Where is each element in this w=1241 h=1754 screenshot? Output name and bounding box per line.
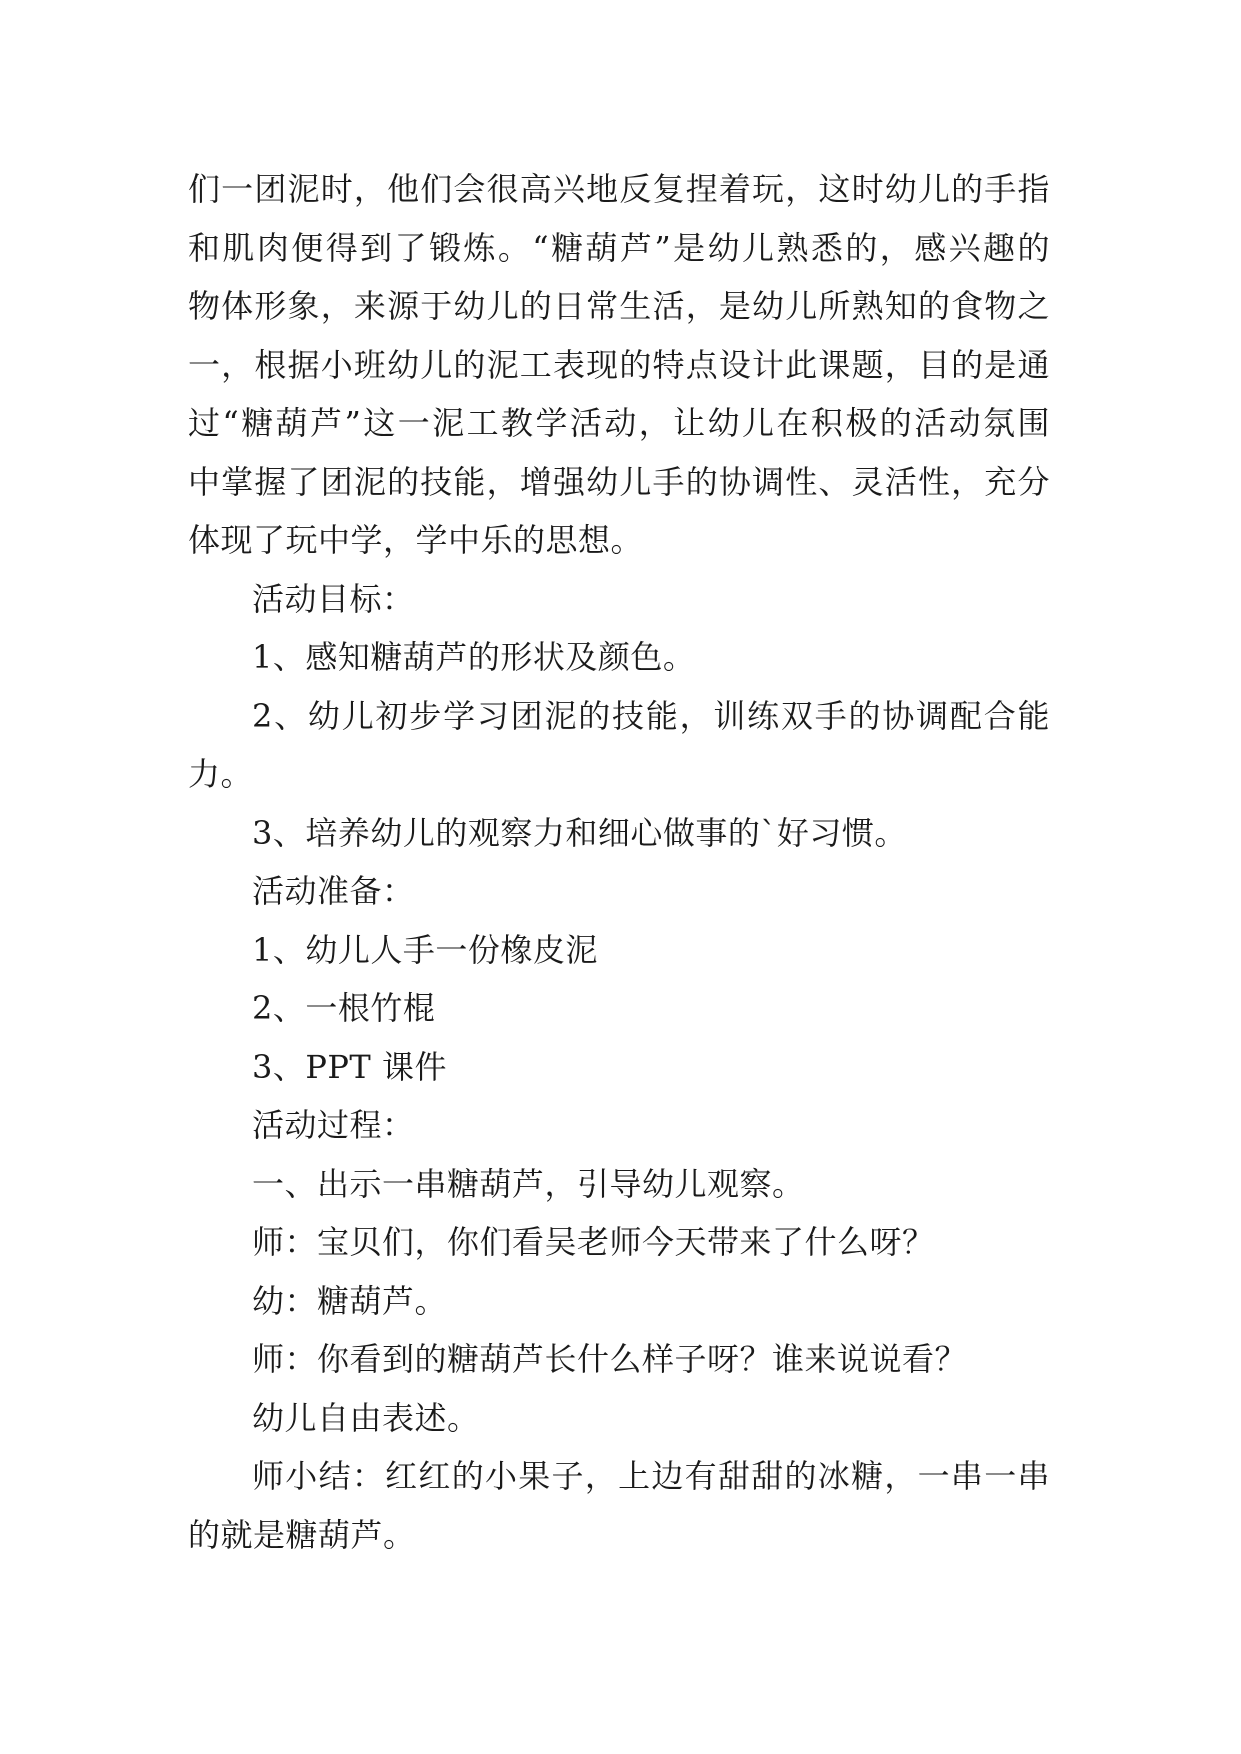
text-line: 过“糖葫芦”这一泥工教学活动，让幼儿在积极的活动氛围 bbox=[188, 404, 1050, 442]
document-body bbox=[188, 160, 1050, 1564]
dialogue-line: 师：宝贝们，你们看吴老师今天带来了什么呀？ bbox=[252, 1223, 935, 1261]
text-line: 一，根据小班幼儿的泥工表现的特点设计此课题，目的是通 bbox=[188, 345, 1050, 384]
text-line: 们一团泥时，他们会很高兴地反复捏着玩，这时幼儿的手指 bbox=[188, 170, 1050, 208]
section-heading: 活动准备： bbox=[252, 872, 415, 910]
list-item: 2、幼儿初步学习团泥的技能，训练双手的协调配合能 bbox=[252, 696, 1050, 735]
text-line: 幼儿自由表述。 bbox=[252, 1398, 480, 1437]
list-item: 1、感知糖葫芦的形状及颜色。 bbox=[252, 638, 696, 676]
text-line: 和肌肉便得到了锻炼。“糖葫芦”是幼儿熟悉的，感兴趣的 bbox=[188, 228, 1050, 267]
list-item: 1、幼儿人手一份橡皮泥 bbox=[252, 930, 598, 969]
dialogue-line: 幼：糖葫芦。 bbox=[252, 1281, 448, 1320]
text-line: 力。 bbox=[188, 755, 254, 793]
section-heading: 活动过程： bbox=[252, 1106, 415, 1144]
text-line: 中掌握了团泥的技能，增强幼儿手的协调性、灵活性，充分 bbox=[188, 462, 1050, 501]
list-item: 一、出示一串糖葫芦，引导幼儿观察。 bbox=[252, 1164, 805, 1203]
dialogue-line: 师：你看到的糖葫芦长什么样子呀？谁来说说看？ bbox=[252, 1340, 968, 1378]
section-heading: 活动目标： bbox=[252, 579, 415, 618]
text-line: 物体形象，来源于幼儿的日常生活，是幼儿所熟知的食物之 bbox=[188, 287, 1050, 325]
list-item: 3、培养幼儿的观察力和细心做事的`好习惯。 bbox=[252, 813, 907, 852]
dialogue-line: 师小结：红红的小果子，上边有甜甜的冰糖，一串一串 bbox=[252, 1457, 1050, 1495]
text-line: 的就是糖葫芦。 bbox=[188, 1515, 416, 1554]
list-item: 2、一根竹棍 bbox=[252, 989, 436, 1027]
list-item: 3、PPT 课件 bbox=[252, 1047, 447, 1086]
text-line: 体现了玩中学，学中乐的思想。 bbox=[188, 521, 644, 559]
